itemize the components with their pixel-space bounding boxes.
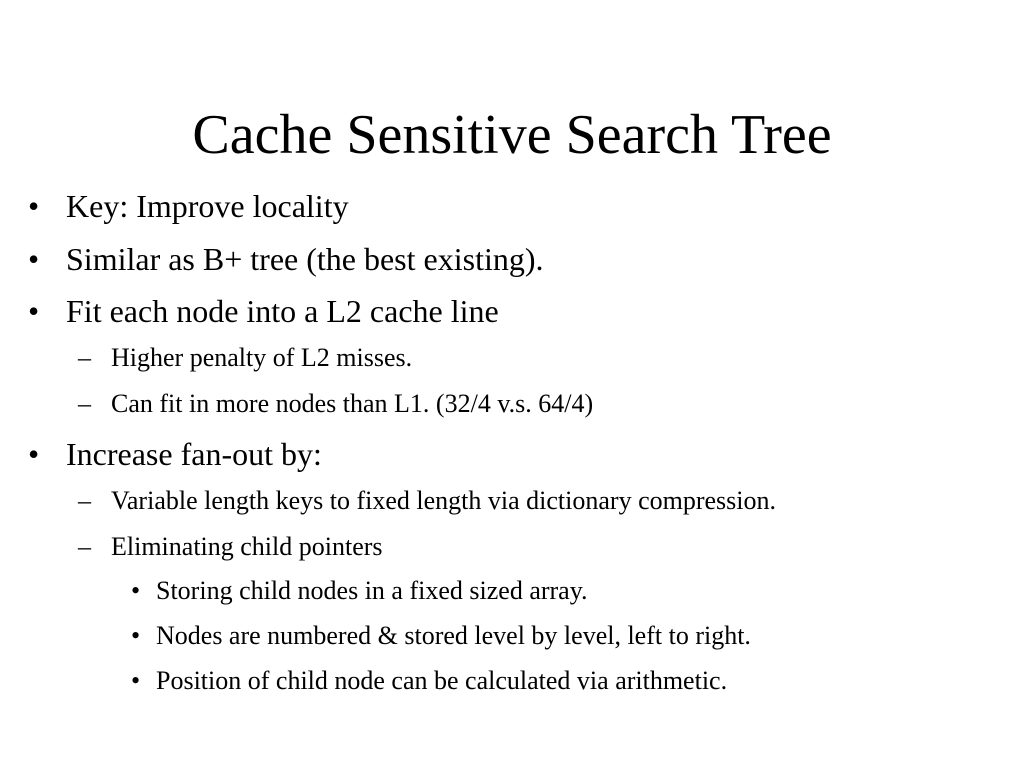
sub-bullet-item [78, 531, 383, 563]
sub-bullet-item [78, 388, 594, 420]
dash-marker: – [78, 389, 91, 418]
bullet-marker: • [28, 436, 40, 472]
bullet-marker: • [28, 241, 40, 277]
bullet-marker: • [28, 293, 40, 329]
dash-marker: – [78, 532, 91, 561]
sub-sub-bullet-text: Storing child nodes in a fixed sized array. [156, 576, 588, 605]
bullet-item [28, 186, 349, 226]
sub-sub-bullet-text: Nodes are numbered & stored level by level, left to right. [156, 621, 751, 650]
dash-marker: – [78, 343, 91, 372]
bullet-item [28, 434, 322, 474]
dash-marker: – [78, 486, 91, 515]
bullet-marker: • [131, 576, 141, 605]
bullet-text: Key: Improve locality [66, 188, 349, 224]
sub-bullet-item [78, 485, 776, 517]
sub-bullet-text: Variable length keys to fixed length via dictionary compression. [111, 486, 776, 515]
bullet-text: Fit each node into a L2 cache line [66, 293, 499, 329]
sub-bullet-item [78, 342, 413, 374]
bullet-text: Similar as B+ tree (the best existing). [66, 241, 544, 277]
slide-title: Cache Sensitive Search Tree [192, 104, 832, 166]
sub-bullet-text: Eliminating child pointers [111, 532, 383, 561]
sub-bullet-text: Can fit in more nodes than L1. (32/4 v.s. 64/4) [111, 389, 594, 418]
bullet-text: Increase fan-out by: [66, 436, 322, 472]
sub-sub-bullet-item [131, 665, 728, 697]
sub-sub-bullet-item [131, 575, 588, 607]
bullet-marker: • [28, 188, 40, 224]
bullet-item [28, 291, 499, 331]
bullet-marker: • [131, 621, 141, 650]
sub-bullet-text: Higher penalty of L2 misses. [111, 343, 413, 372]
sub-sub-bullet-text: Position of child node can be calculated via arithmetic. [156, 666, 728, 695]
bullet-marker: • [131, 666, 141, 695]
sub-sub-bullet-item [131, 620, 751, 652]
bullet-item [28, 239, 544, 279]
